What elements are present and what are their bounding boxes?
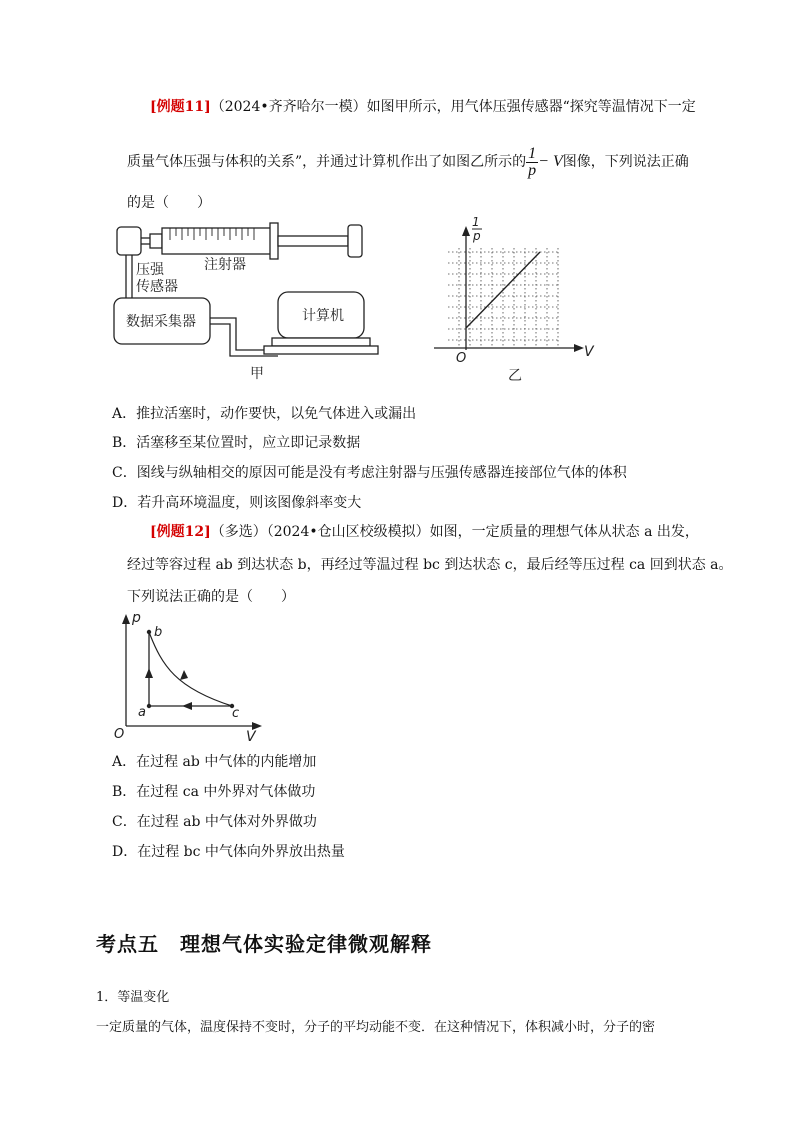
- sensor-label-2: 传感器: [136, 279, 178, 295]
- figure-pv: [110, 608, 270, 743]
- q11-line2-var: − V: [538, 153, 563, 170]
- syringe-label: 注射器: [204, 257, 246, 273]
- q12-option-a: A．在过程 ab 中气体的内能增加: [112, 754, 317, 770]
- section-title: 考点五 理想气体实验定律微观解释: [96, 932, 432, 956]
- q11-tag: [例题11]: [150, 99, 211, 115]
- collector-label: 数据采集器: [126, 314, 196, 330]
- x-axis-label: V: [584, 344, 594, 360]
- q11-line2: [127, 142, 689, 182]
- q12-line3: 下列说法正确的是（ ）: [127, 589, 295, 605]
- q11-fraction: $\frac{1}{p}$: [528, 144, 537, 179]
- syringe-barrel: [162, 228, 272, 254]
- origin-label: O: [114, 727, 125, 742]
- v-axis-label: V: [246, 729, 256, 743]
- q11-line1-text: （2024•齐齐哈尔一模）如图甲所示，用气体压强传感器“探究等温情况下一定: [210, 99, 696, 115]
- grid: [448, 248, 558, 346]
- q11-option-c: C．图线与纵轴相交的原因可能是没有考虑注射器与压强传感器连接部位气体的体积: [112, 465, 627, 481]
- q11-line3: 的是（ ）: [127, 195, 211, 211]
- point-a-label: a: [138, 705, 146, 720]
- q12-option-b: B．在过程 ca 中外界对气体做功: [112, 784, 316, 800]
- point-a: [147, 704, 151, 708]
- figure-jia: [112, 218, 382, 388]
- section-sub1: 1．等温变化: [96, 990, 170, 1005]
- computer-label: 计算机: [302, 308, 344, 324]
- q12-option-d: D．在过程 bc 中气体向外界放出热量: [112, 844, 345, 860]
- figure-yi: [420, 210, 610, 385]
- syringe-plunger: [278, 236, 348, 246]
- q11-option-b: B．活塞移至某位置时，应立即记录数据: [112, 435, 361, 451]
- q11-line2-pre: 质量气体压强与体积的关系”，并通过计算机作出了如图乙所示的: [127, 154, 527, 170]
- q11-line1: [150, 97, 696, 117]
- point-b: [147, 630, 151, 634]
- sensor-box: [117, 227, 141, 255]
- q12-line1-text: （多选）（2024•仓山区校级模拟）如图，一定质量的理想气体从状态 a 出发，: [210, 524, 699, 540]
- q12-line2: 经过等容过程 ab 到达状态 b，再经过等温过程 bc 到达状态 c，最后经等压过程 ca 回到状态 a。: [127, 557, 733, 573]
- q11-option-a: A．推拉活塞时，动作要快，以免气体进入或漏出: [112, 406, 417, 422]
- figure-yi-caption: 乙: [508, 368, 522, 384]
- point-c-label: c: [232, 706, 240, 721]
- sensor-label-1: 压强: [136, 262, 164, 278]
- p-axis-label: p: [132, 610, 141, 626]
- point-b-label: b: [154, 625, 163, 640]
- figure-jia-caption: 甲: [250, 366, 264, 382]
- process-bc: [149, 632, 232, 706]
- section-paragraph: 一定质量的气体，温度保持不变时，分子的平均动能不变．在这种情况下，体积减小时，分子的密: [96, 1020, 656, 1035]
- q12-line1: [150, 522, 699, 542]
- q11-line2-post: 图像，下列说法正确: [562, 154, 689, 170]
- y-axis-num: 1: [472, 215, 480, 229]
- q12-option-c: C．在过程 ab 中气体对外界做功: [112, 814, 317, 830]
- y-axis-den: p: [473, 229, 481, 243]
- q12-tag: [例题12]: [150, 524, 211, 540]
- origin-label: O: [456, 351, 467, 366]
- q11-option-d: D．若升高环境温度，则该图像斜率变大: [112, 495, 362, 511]
